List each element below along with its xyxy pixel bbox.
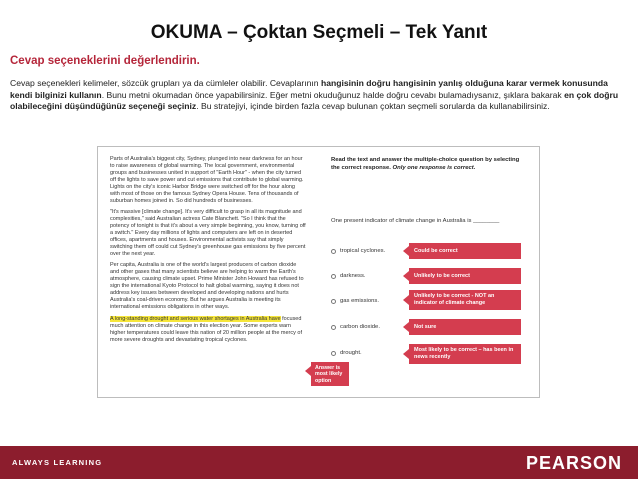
intro-text-2: . Bunu metni okumadan önce yapabilirsiniz. Eğer metni okuduğunuz halde doğru cevabı bulamadıysanız, şıklara bakarak — [101, 89, 565, 100]
instruction-text: Read the text and answer the multiple-choice question by selecting the correct response. — [331, 157, 520, 171]
question-stem: One present indicator of climate change in Australia is ________ — [331, 218, 500, 224]
radio-icon[interactable] — [331, 274, 336, 279]
radio-icon[interactable] — [331, 325, 336, 330]
callout-option-4: Not sure — [409, 319, 521, 335]
passage-last-text: focused much attention on climate change in this election year. Some experts warn higher temperatures could leave this nation of 20 million people at the mercy of more severe droughts and devastating tropical cyclones. — [110, 315, 302, 343]
footer-tagline: ALWAYS LEARNING — [12, 458, 103, 467]
radio-icon[interactable] — [331, 249, 336, 254]
intro-bold-2: en çok doğru olabileceğini düşündüğünüz seçeneği seçiniz — [10, 89, 619, 112]
option-gas-emissions[interactable] — [331, 298, 379, 304]
intro-text-3: . Bu stratejiyi, içinde birden fazla cevap bulunan çoktan seçmeli sorularda da kullanabilirsiniz. — [196, 101, 550, 112]
footer-bar — [0, 446, 638, 479]
callout-option-3: Unlikely to be correct - NOT an indicator of climate change — [409, 290, 521, 310]
intro-bold-1: hangisinin doğru hangisinin yanlış olduğuna karar vermek konusunda kendi bilginizi kullanın — [10, 78, 608, 100]
highlighted-sentence: A long-standing drought and serious water shortages in Australia have — [110, 315, 281, 322]
option-label: gas emissions. — [340, 298, 379, 304]
intro-text-1: Cevap seçenekleri kelimeler, sözcük grupları ya da cümleler olabilir. Cevaplarının — [10, 78, 321, 88]
option-label: drought. — [340, 350, 362, 356]
question-instruction — [331, 157, 521, 172]
radio-icon[interactable] — [331, 351, 336, 356]
callout-option-1: Could be correct — [409, 243, 521, 259]
passage-paragraph: Per capita, Australia is one of the world's largest producers of carbon dioxide and other gases that many scientists believe are helping to warm the Earth's atmosphere, causing climate upset. Prime Minister John Howard has refused to sign the international Kyoto Protocol to halt global warming, saying it does not address key issues between developed and developing nations and hurts Australia's coal-driven economy. But he argues Australia is meeting its international emissions obligations in other ways. — [110, 262, 304, 311]
pearson-logo: PEARSON — [525, 453, 622, 473]
radio-icon[interactable] — [331, 299, 336, 304]
passage-paragraph: Parts of Australia's biggest city, Sydney, plunged into near darkness for an hour to raise awareness of global warming. The local government, environmental groups and businesses united in support of "Earth Hour" - when the city turned off the lights to save power and cut emissions that contribute to global warming. Lights on the city's iconic Harbor Bridge were switched off for the hour along with most of those on the famous Sydney Opera House. Tens of thousands of suburban homes joined in. So did hundreds of businesses. — [110, 156, 304, 204]
option-carbon-dioxide[interactable] — [331, 324, 380, 330]
passage-paragraph: "It's massive [climate change]. It's very difficult to grasp in all its magnitude and complexities," said Australian actress Cate Blanchett. "So I think that the potency of tonight is that it's about a very simple beginning, you know, turning off a switch." Every day millions of lights and computers are left on in deserted offices, apartments and houses. Environmental activists say that simply switching them off could cut Sydney's greenhouse gas emissions by five percent over the next year. — [110, 209, 306, 258]
option-tropical-cyclones[interactable] — [331, 248, 385, 254]
reading-passage — [110, 156, 306, 348]
callout-option-5: Most likely to be correct – has been in news recently — [409, 344, 521, 364]
instruction-italic: Only one response is correct. — [392, 164, 476, 171]
option-darkness[interactable] — [331, 273, 366, 279]
slide-title: OKUMA – Çoktan Seçmeli – Tek Yanıt — [150, 22, 488, 43]
option-label: carbon dioxide. — [340, 324, 380, 330]
callout-option-2: Unlikely to be correct — [409, 268, 521, 284]
option-label: tropical cyclones. — [340, 248, 386, 254]
option-label: darkness. — [340, 273, 366, 279]
intro-paragraph — [10, 78, 628, 113]
option-drought[interactable] — [331, 350, 362, 356]
slide-subtitle: Cevap seçeneklerini değerlendirin. — [10, 55, 200, 67]
answer-callout: Answer is most likely option — [311, 362, 349, 386]
passage-paragraph — [110, 316, 306, 344]
